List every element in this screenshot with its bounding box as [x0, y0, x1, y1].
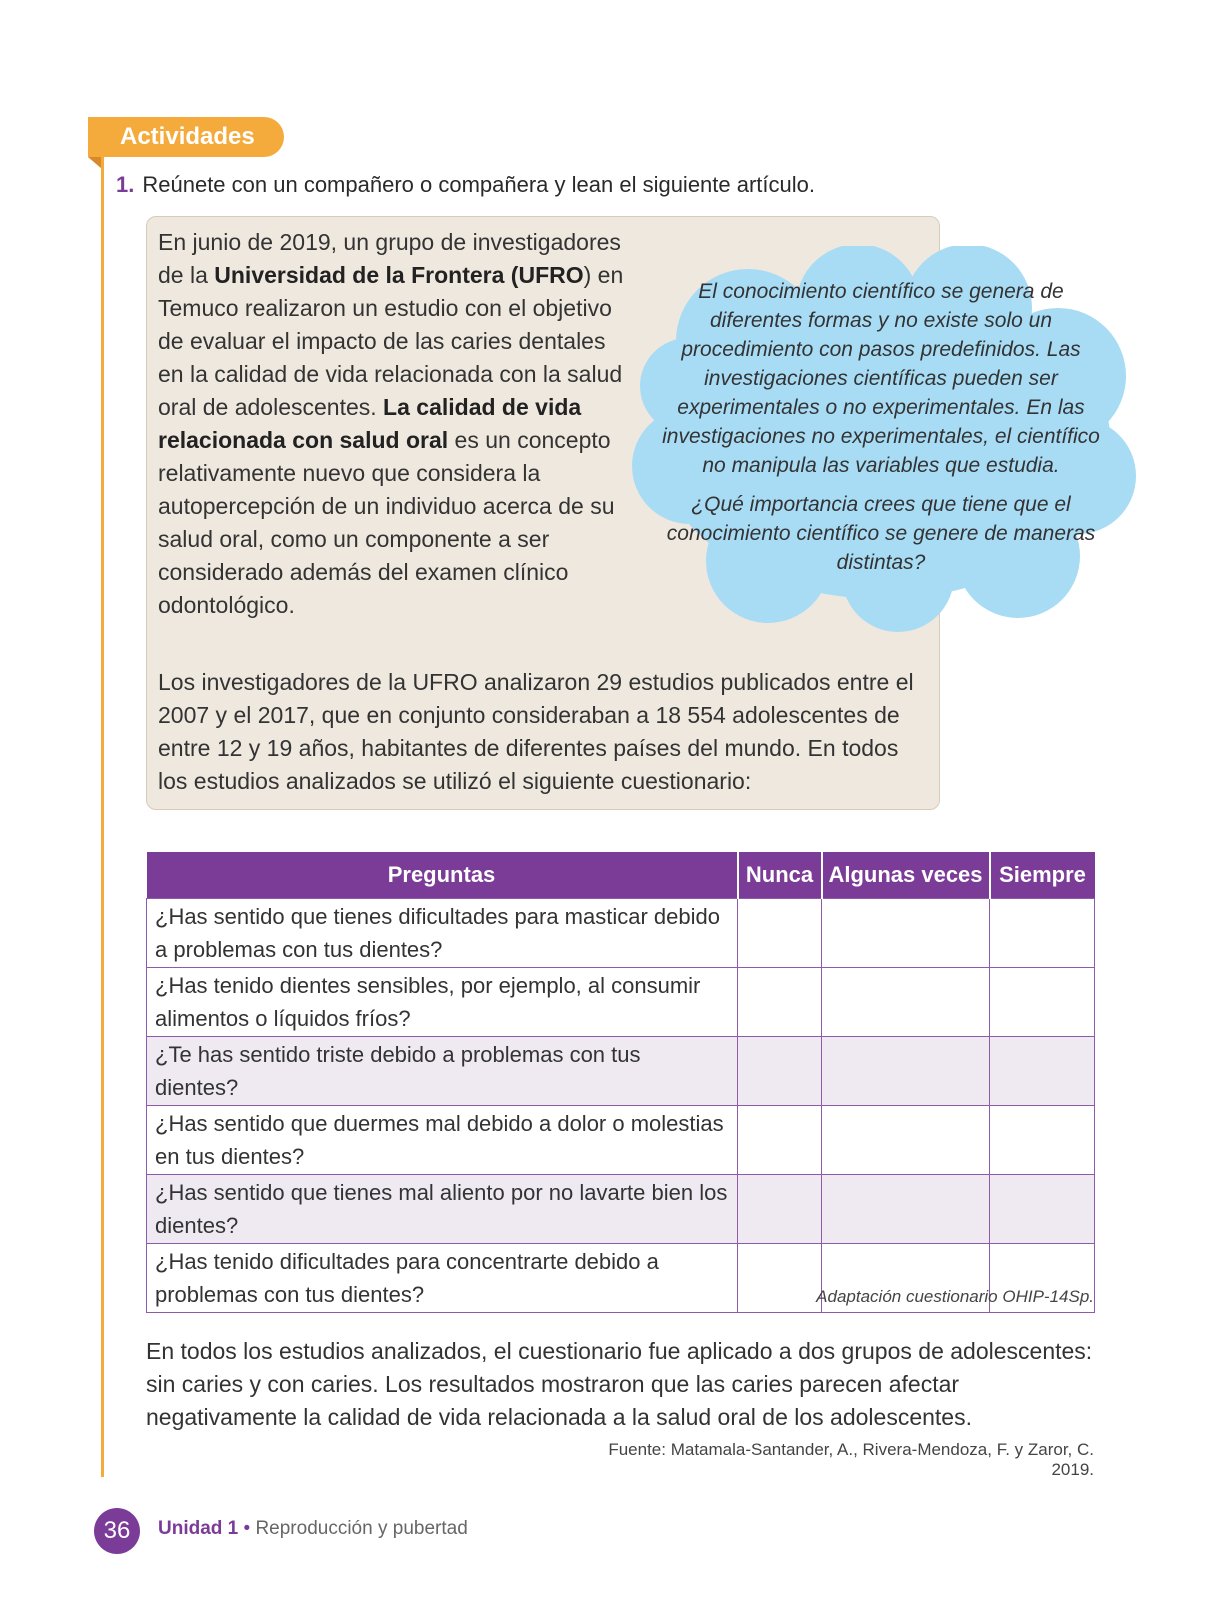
- activity-margin-line: [101, 157, 104, 1477]
- page-number: 36: [94, 1508, 140, 1554]
- footer-unit-info: [158, 1518, 468, 1540]
- tab-fold: [88, 157, 102, 169]
- footer-separator: •: [243, 1518, 251, 1539]
- header-always: Siempre: [990, 852, 1095, 899]
- question-cell: ¿Has sentido que tienes mal aliento por no lavarte bien los dientes?: [147, 1175, 738, 1244]
- table-row: [147, 1037, 1095, 1106]
- answer-cell-never[interactable]: [738, 1037, 822, 1106]
- table-row: [147, 968, 1095, 1037]
- table-row: [147, 1175, 1095, 1244]
- answer-cell-never[interactable]: [738, 968, 822, 1037]
- questionnaire-table: [146, 852, 1095, 1313]
- header-sometimes: Algunas veces: [822, 852, 990, 899]
- answer-cell-always[interactable]: [990, 1175, 1095, 1244]
- activity-instruction: [116, 172, 815, 198]
- answer-cell-always[interactable]: [990, 1037, 1095, 1106]
- table-header-row: [147, 852, 1095, 899]
- header-questions: Preguntas: [147, 852, 738, 899]
- article-text: En junio de 2019, un grupo de investigadores de la: [158, 229, 621, 288]
- table-row: [147, 1106, 1095, 1175]
- answer-cell-sometimes[interactable]: [822, 899, 990, 968]
- answer-cell-sometimes[interactable]: [822, 968, 990, 1037]
- answer-cell-never[interactable]: [738, 1106, 822, 1175]
- footer-unit: Unidad 1: [158, 1518, 239, 1539]
- question-cell: ¿Has sentido que duermes mal debido a dolor o molestias en tus dientes?: [147, 1106, 738, 1175]
- question-cell: ¿Te has sentido triste debido a problemas con tus dientes?: [147, 1037, 738, 1106]
- answer-cell-never[interactable]: [738, 899, 822, 968]
- cloud-question: ¿Qué importancia crees que tiene que el conocimiento científico se genere de maneras distintas?: [666, 493, 1096, 574]
- footer-topic: Reproducción y pubertad: [255, 1518, 468, 1539]
- concept-term: La calidad de vida relacionada con salud oral: [158, 394, 582, 453]
- source-citation: Fuente: Matamala-Santander, A., Rivera-Mendoza, F. y Zaror, C. 2019.: [608, 1440, 1094, 1479]
- conclusion-paragraph: En todos los estudios analizados, el cuestionario fue aplicado a dos grupos de adolescentes: sin caries y con caries. Los resultados mostraron que las caries parecen afectar negativamente la calidad de vida relacionada a la salud oral de los adolescentes.: [146, 1338, 1093, 1430]
- activity-number: 1.: [116, 172, 135, 197]
- answer-cell-always[interactable]: [990, 1106, 1095, 1175]
- table-row: [147, 899, 1095, 968]
- article-paragraph-1: [158, 226, 628, 622]
- answer-cell-always[interactable]: [990, 899, 1095, 968]
- header-never: Nunca: [738, 852, 822, 899]
- answer-cell-sometimes[interactable]: [822, 1106, 990, 1175]
- cloud-statement: El conocimiento científico se genera de diferentes formas y no existe solo un procedimiento con pasos predefinidos. Las investigaciones científicas pueden ser experimentales o no experimentales. En las investigaciones no experimentales, el científico no manipula las variables que estudia.: [662, 280, 1100, 477]
- answer-cell-sometimes[interactable]: [822, 1175, 990, 1244]
- article-text: ) en Temuco realizaron un estudio con el objetivo de evaluar el impacto de las caries dentales en la calidad de vida relacionada con la salud oral de adolescentes.: [158, 262, 624, 420]
- instruction-text: Reúnete con un compañero o compañera y lean el siguiente artículo.: [142, 172, 816, 197]
- article-text: es un concepto relativamente nuevo que considera la autopercepción de un individuo acerca de su salud oral, como un componente a ser considerado además del examen clínico odontológico.: [158, 427, 615, 618]
- question-cell: ¿Has sentido que tienes dificultades para masticar debido a problemas con tus dientes?: [147, 899, 738, 968]
- university-name: Universidad de la Frontera (UFRO: [214, 262, 584, 288]
- answer-cell-sometimes[interactable]: [822, 1037, 990, 1106]
- article-paragraph-2: Los investigadores de la UFRO analizaron 29 estudios publicados entre el 2007 y el 2017, que en conjunto consideraban a 18 554 adolescentes de entre 12 y 19 años, habitantes de diferentes países del mundo. En todos los estudios analizados se utilizó el siguiente cuestionario:: [158, 669, 914, 794]
- question-cell: ¿Has tenido dificultades para concentrarte debido a problemas con tus dientes?: [147, 1244, 738, 1313]
- activities-tab: Actividades: [88, 117, 284, 157]
- table-credit: Adaptación cuestionario OHIP-14Sp.: [816, 1287, 1094, 1306]
- cloud-text: [660, 277, 1102, 577]
- answer-cell-never[interactable]: [738, 1175, 822, 1244]
- question-cell: ¿Has tenido dientes sensibles, por ejemplo, al consumir alimentos o líquidos fríos?: [147, 968, 738, 1037]
- answer-cell-always[interactable]: [990, 968, 1095, 1037]
